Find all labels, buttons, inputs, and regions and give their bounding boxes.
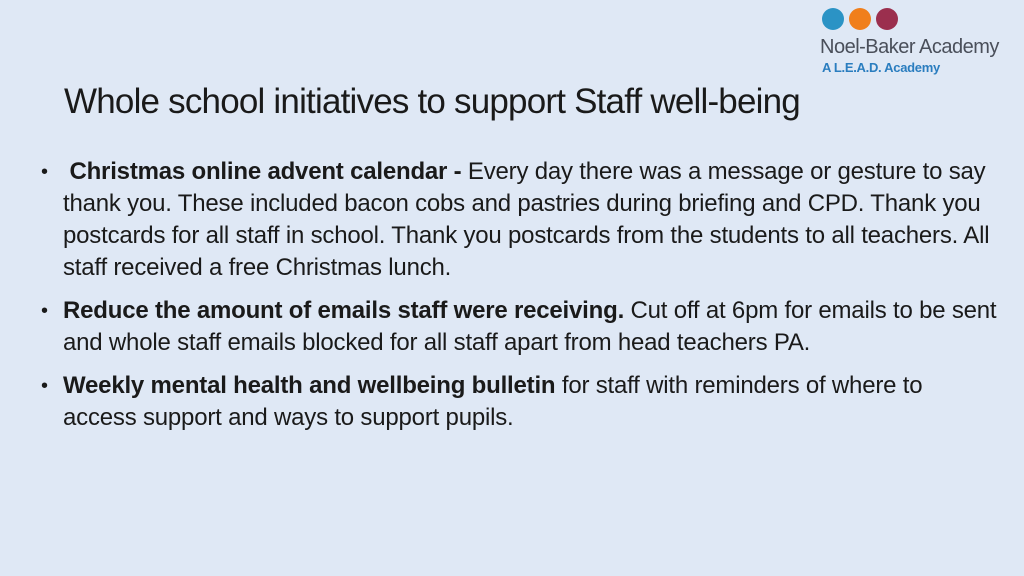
logo-dot-orange [849, 8, 871, 30]
bullet-text: Cut off at 6pm for emails to be sent and whole staff emails blocked for all staff apart from head teachers PA. [63, 297, 997, 356]
page-title: Whole school initiatives to support Staff well-being [64, 82, 800, 121]
logo-tagline: A L.E.A.D. Academy [822, 60, 940, 75]
bullet-list [40, 156, 1000, 445]
bullet-dot-icon: • [41, 375, 48, 397]
bullet-heading: Weekly mental health and wellbeing bulletin [63, 372, 556, 399]
logo-name: Noel-Baker Academy [820, 36, 999, 58]
logo-dot-blue [822, 8, 844, 30]
bullet-text: for staff with reminders of where to access support and ways to support pupils. [63, 372, 923, 431]
bullet-item-emails [40, 295, 1000, 359]
logo-dot-maroon [876, 8, 898, 30]
bullet-item-bulletin [40, 370, 1000, 434]
academy-logo [820, 8, 1020, 78]
bullet-heading: Christmas online advent calendar - [69, 158, 462, 185]
bullet-text: Every day there was a message or gesture to say thank you. These included bacon cobs and pastries during briefing and CPD. Thank you postcards for all staff in school. Thank you postcards from the students to all teachers. All staff received a free Christmas lunch. [63, 158, 990, 281]
bullet-dot-icon: • [41, 161, 48, 183]
bullet-dot-icon: • [41, 300, 48, 322]
bullet-heading: Reduce the amount of emails staff were receiving. [63, 297, 625, 324]
logo-dots [822, 8, 903, 32]
bullet-item-advent-calendar [40, 156, 1000, 284]
